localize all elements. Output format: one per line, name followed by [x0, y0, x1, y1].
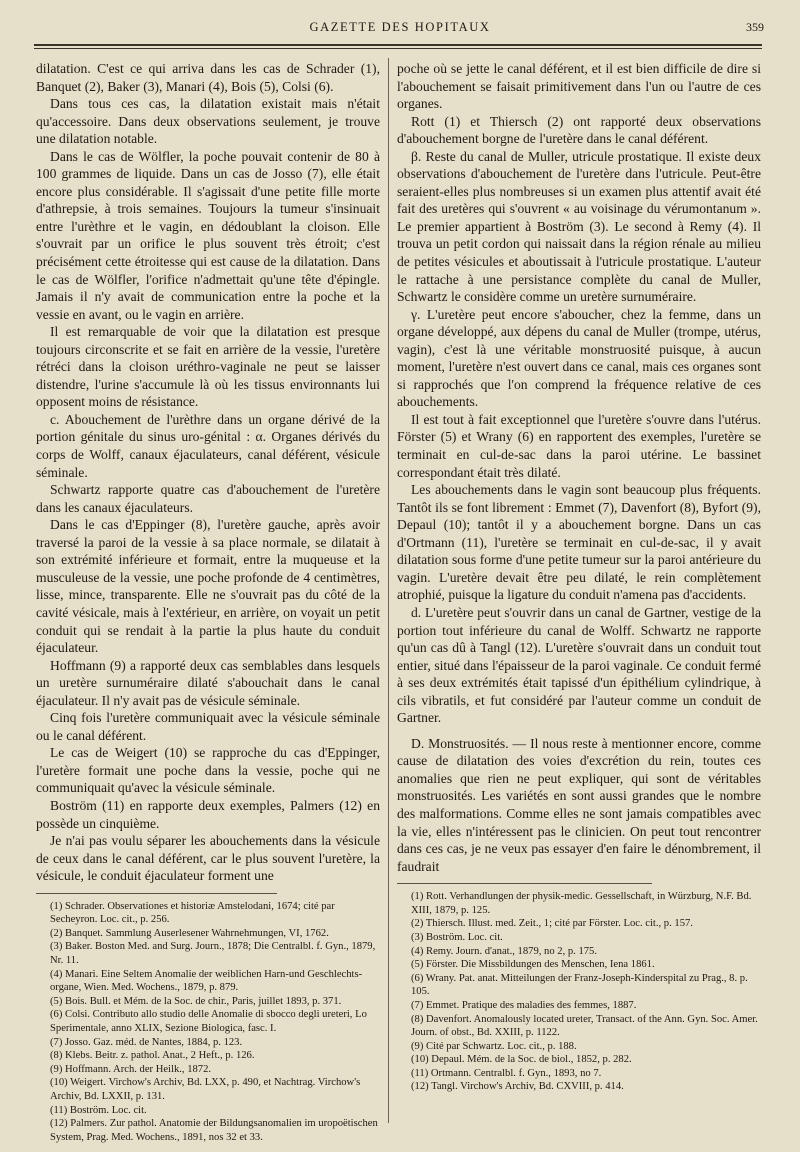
left-column-body [36, 60, 380, 885]
paragraph: Le cas de Weigert (10) se rapproche du cas d'Eppinger, l'uretère formait une poche dans la vessie, poche qui ne communiquait qu'avec la vésicule séminale. [36, 745, 380, 796]
paragraph: γ. L'uretère peut encore s'aboucher, chez la femme, dans un organe développé, aux dépens du canal de Muller (trompe, utérus, vagin), c'est là une véritable monstruosité puisque, à aucun moment, l'uretère n'est ouvert dans ce canal, mais ces organes sont si rapprochés que l'on comprend la fréquence relative de ces abouchements. [397, 306, 761, 410]
footnote: (5) Förster. Die Missbildungen des Menschen, Iena 1861. [411, 959, 655, 971]
page-number: 359 [746, 20, 764, 34]
paragraph: Il est tout à fait exceptionnel que l'uretère s'ouvre dans l'utérus. Förster (5) et Wrany (6) en rapportent des exemples, l'uretère se terminait en cul-de-sac dans la paroi utérine. Le bassinet correspondant était très dilaté. [397, 411, 761, 480]
paragraph: Hoffmann (9) a rapporté deux cas semblables dans lesquels un uretère surnuméraire dilaté s'abouchait dans le canal éjaculateur. Il n'y avait pas de vésicule séminale. [36, 657, 380, 708]
footnote: (12) Palmers. Zur pathol. Anatomie der Bildungsanomalien im uropoëtischen System, Prag. Med. Wochens., 1891, nos 32 et 33. [50, 1118, 378, 1143]
page-header [30, 16, 770, 40]
paragraph: Cinq fois l'uretère communiquait avec la vésicule séminale ou le canal déférent. [36, 710, 380, 743]
footnote: (5) Bois. Bull. et Mém. de la Soc. de chir., Paris, juillet 1893, p. 371. [50, 995, 342, 1007]
footnote: (10) Depaul. Mém. de la Soc. de biol., 1852, p. 282. [411, 1054, 632, 1066]
paragraph: Je n'ai pas voulu séparer les abouchements dans la vésicule de ceux dans le canal déférent, car le plus souvent l'uretère, la vésicule, le conduit éjaculateur forment une [36, 833, 380, 884]
paragraph: β. Reste du canal de Muller, utricule prostatique. Il existe deux observations d'abouchement de l'uretère dans l'utricule. Peut-être seraient-elles plus nombreuses si un examen plus attentif avait été fait des uretères qui s'ouvrent « au voisinage du vérumontanum ». Le premier appartient à Boström (3). Le second à Remy (4). Il trouva un petit cordon qui naissait dans la région rénale au milieu de petites vésicules et aboutissait à l'utricule prostatique. L'auteur le rattache à une persistance complète du canal de Muller, Schwartz le considère comme un uretère surnuméraire. [397, 148, 761, 305]
left-column [36, 60, 380, 1144]
journal-title: GAZETTE DES HOPITAUX [309, 20, 491, 34]
paragraph: Rott (1) et Thiersch (2) ont rapporté deux observations d'abouchement borgne de l'uretère dans le canal déférent. [397, 113, 761, 147]
right-footnotes [397, 890, 761, 1094]
paragraph: Boström (11) en rapporte deux exemples, Palmers (12) en possède un cinquième. [36, 797, 380, 831]
footnote: (4) Manari. Eine Seltem Anomalie der weiblichen Harn-und Geschlechts-organe, Wien. Med. Wochens., 1879, p. 879. [50, 968, 363, 994]
section-paragraph: D. Monstruosités. — Il nous reste à mentionner encore, comme cause de dilatation des voies d'excrétion du rein, toutes ces anomalies que rien ne peut expliquer, qui sont de véritables monstruosités. Les variétés en sont aussi grandes que le nombre des malformations. Comme elles ne sont jamais compatibles avec la vie, elles n'intéressent pas le clinicien. On peut tout rencontrer dans ces cas, je ne veux pas essayer d'en faire le dénombrement, il faudrait [397, 735, 761, 874]
paragraph: Il est remarquable de voir que la dilatation est presque toujours circonscrite et se fait en arrière de la vessie, l'uretère rétréci dans la cloison uréthro-vaginale ne peut se laisser distendre, l'urine s'accumule là où les tissus environnants lui opposent moins de résistance. [36, 324, 380, 410]
paragraph: Dans le cas d'Eppinger (8), l'uretère gauche, après avoir traversé la paroi de la vessie à sa place normale, se dilatait à son extrémité inférieure et formait, entre la muqueuse et la musculeuse de la vessie, une poche profonde de 4 centimètres, lisse, mince, transparente. Elle ne s'ouvrait pas du côté de la cavité vésicale, mais à l'extérieur, en arrière, on voyait un petit conduit qui se rendait à la partie la plus haute du conduit éjaculateur. [36, 517, 380, 656]
footnote: (12) Tangl. Virchow's Archiv, Bd. CXVIII, p. 414. [411, 1081, 624, 1093]
footnote: (8) Klebs. Beitr. z. pathol. Anat., 2 Heft., p. 126. [50, 1050, 255, 1062]
paragraph: Les abouchements dans le vagin sont beaucoup plus fréquents. Tantôt ils se font librement : Emmet (7), Davenfort (8), Byfort (9), Depaul (10); tantôt il y a abouchement borgne. Dans un cas d'Ortmann (11), l'uretère se terminait en cul-de-sac, il y avait dilatation sous forme d'une petite tumeur sur la paroi antérieure du vagin. L'uretère devait être peu dilaté, le rein complètement atrophié, puisque la ligature du conduit n'amena pas d'accidents. [397, 482, 761, 603]
footnote-rule [397, 883, 652, 884]
header-rule-thick [34, 44, 762, 46]
footnote: (9) Cité par Schwartz. Loc. cit., p. 188. [411, 1040, 577, 1052]
right-column [397, 60, 761, 1094]
footnote-rule [36, 893, 277, 894]
right-column-body [397, 60, 761, 875]
footnote: (6) Wrany. Pat. anat. Mitteilungen der Franz-Joseph-Kinderspital zu Prag., 8. p. 105. [411, 972, 748, 998]
paragraph: Dans tous ces cas, la dilatation existait mais n'était qu'accessoire. Dans deux observations seulement, je trouve une dilatation notable. [36, 96, 380, 147]
paragraph: c. Abouchement de l'urèthre dans un organe dérivé de la portion génitale du sinus uro-génital : α. Organes dérivés du corps de Wolff, canaux éjaculateurs, canal déférent, vésicule séminale. [36, 411, 380, 480]
paragraph: d. L'uretère peut s'ouvrir dans un canal de Gartner, vestige de la portion tout inférieure du canal de Wolff. Schwartz ne rapporte qu'un cas dû à Tangl (12). L'uretère s'ouvrait dans un conduit tout entier, situé dans l'épaisseur de la paroi vaginale. Ce conduit fermé à ses deux extrémités était tapissé d'un épithélium cylindrique, à cils vibratils, et fut considéré par l'auteur comme un conduit de Gartner. [397, 604, 761, 726]
paragraph: dilatation. C'est ce qui arriva dans les cas de Schrader (1), Banquet (2), Baker (3), Manari (4), Bois (5), Colsi (6). [36, 61, 380, 94]
footnote: (4) Remy. Journ. d'anat., 1879, no 2, p. 175. [411, 945, 598, 957]
footnote: (1) Rott. Verhandlungen der physik-medic. Gessellschaft, in Würzburg, N.F. Bd. XIII, 1879, p. 125. [411, 891, 752, 916]
footnote: (6) Colsi. Contributo allo studio delle Anomalie di sbocco degli ureteri, Lo Sperimentale, anno XLIX, Sezione Biologica, fasc. I. [50, 1009, 367, 1035]
paragraph: Schwartz rapporte quatre cas d'abouchement de l'uretère dans les canaux éjaculateurs. [36, 482, 380, 515]
footnote: (11) Ortmann. Centralbl. f. Gyn., 1893, no 7. [411, 1067, 602, 1079]
paragraph: poche où se jette le canal déférent, et il est bien difficile de dire si l'abouchement se faisait primitivement dans l'un ou l'autre de ces organes. [397, 61, 761, 112]
footnote: (3) Boström. Loc. cit. [411, 931, 503, 943]
footnote: (11) Boström. Loc. cit. [50, 1104, 147, 1116]
footnote: (7) Emmet. Pratique des maladies des femmes, 1887. [411, 999, 637, 1011]
footnote: (2) Thiersch. Illust. med. Zeit., 1; cité par Förster. Loc. cit., p. 157. [411, 918, 693, 930]
left-footnotes [36, 900, 380, 1145]
footnote: (7) Josso. Gaz. méd. de Nantes, 1884, p. 123. [50, 1036, 243, 1048]
footnote: (8) Davenfort. Anomalously located ureter, Transact. of the Ann. Gyn. Soc. Amer. Journ. of obst., Bd. XXIII, p. 1122. [411, 1013, 758, 1039]
footnote: (10) Weigert. Virchow's Archiv, Bd. LXX, p. 490, et Nachtrag. Virchow's Archiv, Bd. LXXII, p. 131. [50, 1077, 361, 1103]
footnote: (2) Banquet. Sammlung Auserlesener Wahrnehmungen, VI, 1762. [50, 927, 329, 939]
paragraph: Dans le cas de Wölfler, la poche pouvait contenir de 80 à 100 grammes de liquide. Dans un cas de Josso (7), elle était encore plus considérable. Il s'agissait d'une petite fille morte d'athrepsie, à trois semaines. Toujours la tumeur s'insinuait entre l'urèthre et le vagin, en dédoublant la cloison. Elle s'ouvrait par un orifice le plus souvent très étroit; c'est précisément cette étroitesse qui est cause de la dilatation. Dans le cas de Wölfler, l'orifice n'admettait qu'une tête d'épingle. Jamais il n'y avait de communication entre la poche et la vessie en avant, ou le vagin en arrière. [36, 148, 380, 322]
header-rule-thin [34, 48, 762, 49]
footnote: (9) Hoffmann. Arch. der Heilk., 1872. [50, 1063, 212, 1075]
footnote: (3) Baker. Boston Med. and Surg. Journ., 1878; Die Centralbl. f. Gyn., 1879, Nr. 11. [50, 941, 376, 967]
footnote: (1) Schrader. Observationes et historiæ Amstelodani, 1674; cité par Secheyron. Loc. cit., p. 256. [50, 900, 335, 926]
column-divider [388, 58, 389, 1123]
